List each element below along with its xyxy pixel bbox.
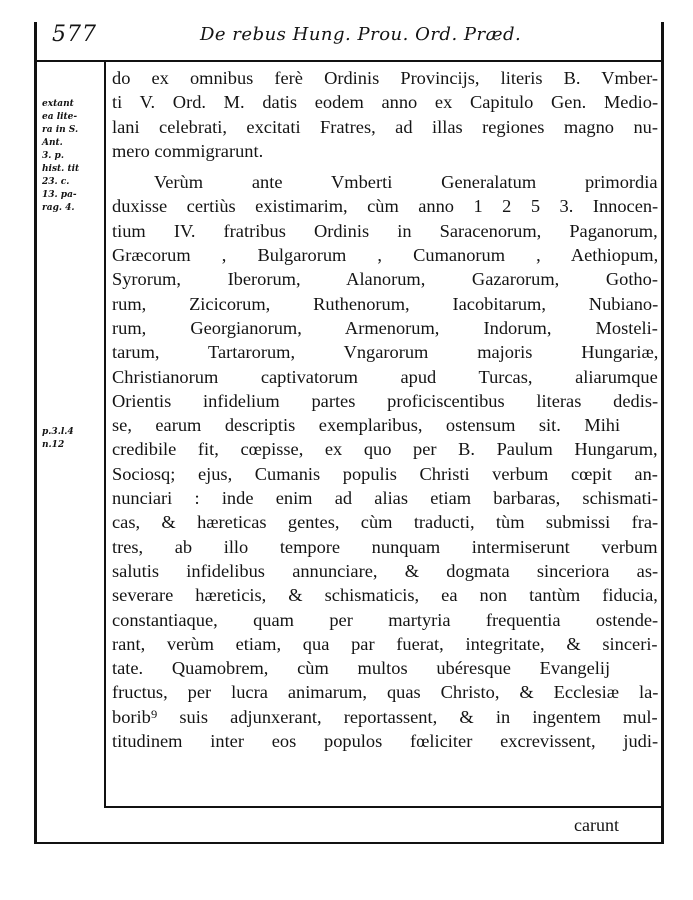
text-line: severare hæreticis, & schismaticis, ea non tantùm fiducia, <box>112 585 658 606</box>
margin-note-line: ea lite- <box>42 112 78 122</box>
margin-note-line: p.3.l.4 <box>42 427 74 437</box>
text-line: rant, verùm etiam, qua par fuerat, integritate, & sinceri- <box>112 633 658 654</box>
paragraph-gap <box>112 163 658 170</box>
margin-note-line: 3. p. <box>42 151 64 161</box>
frame-right-rule <box>661 22 664 844</box>
text-line: se, earum descriptis exemplaribus, ostensum sit. Mihi <box>112 415 621 436</box>
header-rule <box>34 60 664 62</box>
margin-note-reference <box>42 426 100 452</box>
text-line: mero commigrarunt. <box>112 140 264 161</box>
text-line: tium IV. fratribus Ordinis in Saracenorum, Paganorum, <box>112 220 658 241</box>
text-line: duxisse certiùs existimarim, cùm anno 1 2 5 3. Innocen- <box>112 196 658 217</box>
margin-note-line: Ant. <box>42 138 63 148</box>
catchword: carunt <box>574 815 619 835</box>
running-title: De rebus Hung. Prou. Ord. Præd. <box>200 24 522 45</box>
text-line: cas, & hæreticas gentes, cùm traducti, tùm submissi fra- <box>112 512 658 533</box>
margin-column-rule <box>104 62 106 806</box>
margin-note-line: hist. tit <box>42 164 80 174</box>
text-line: tarum, Tartarorum, Vngarorum majoris Hungariæ, <box>112 342 658 363</box>
text-line: lani celebrati, excitati Fratres, ad illas regiones magno nu- <box>112 116 658 137</box>
text-line: tres, ab illo tempore nunquam intermiserunt verbum <box>112 536 658 557</box>
paragraph-main <box>112 170 658 753</box>
text-line: Syrorum, Iberorum, Alanorum, Gazarorum, Gotho- <box>112 269 658 290</box>
margin-note-source <box>42 98 100 215</box>
page-number: 577 <box>52 22 97 47</box>
margin-note-line: rag. 4. <box>42 203 75 213</box>
text-line: rum, Zicicorum, Ruthenorum, Iacobitarum, Nubiano- <box>112 293 658 314</box>
footer-rule <box>104 806 664 808</box>
text-line: fructus, per lucra animarum, quas Christo, & Ecclesiæ la- <box>112 682 658 703</box>
paragraph-continuation <box>112 66 658 163</box>
text-line: nunciari : inde enim ad alias etiam barbaras, schismati- <box>112 488 658 509</box>
margin-note-line: ra in S. <box>42 125 79 135</box>
frame-left-rule <box>34 22 37 844</box>
text-line: Orientis infidelium partes proficiscentibus literas dedis- <box>112 390 658 411</box>
text-line: ti V. Ord. M. datis eodem anno ex Capitulo Gen. Medio- <box>112 92 658 113</box>
bottom-rule <box>34 842 664 844</box>
text-line: credibile fit, cœpisse, ex quo per B. Paulum Hungarum, <box>112 439 658 460</box>
text-line: tate. Quamobrem, cùm multos ubéresque Evangelij <box>112 658 611 679</box>
margin-note-line: 13. pa- <box>42 190 77 200</box>
text-line: Sociosq; ejus, Cumanis populis Christi verbum cœpit an- <box>112 463 658 484</box>
text-line: salutis infidelibus annunciare, & dogmata sinceriora as- <box>112 560 658 581</box>
text-line: titudinem inter eos populos fœliciter excrevissent, judi- <box>112 731 658 752</box>
text-line: Græcorum , Bulgarorum , Cumanorum , Aethiopum, <box>112 245 658 266</box>
body-text <box>112 66 658 753</box>
margin-note-line: 23. c. <box>42 177 70 187</box>
text-line: do ex omnibus ferè Ordinis Provincijs, literis B. Vmber- <box>112 68 658 88</box>
text-line: rum, Georgianorum, Armenorum, Indorum, Mosteli- <box>112 317 658 338</box>
text-line: Christianorum captivatorum apud Turcas, aliarumque <box>112 366 658 387</box>
text-line: Verùm ante Vmberti Generalatum primordia <box>154 172 658 193</box>
margin-note-line: n.12 <box>42 440 65 450</box>
text-line: borib⁹ suis adjunxerant, reportassent, & in ingentem mul- <box>112 706 658 727</box>
text-line: constantiaque, quam per martyria frequentia ostende- <box>112 609 658 630</box>
margin-note-line: extant <box>42 99 74 109</box>
